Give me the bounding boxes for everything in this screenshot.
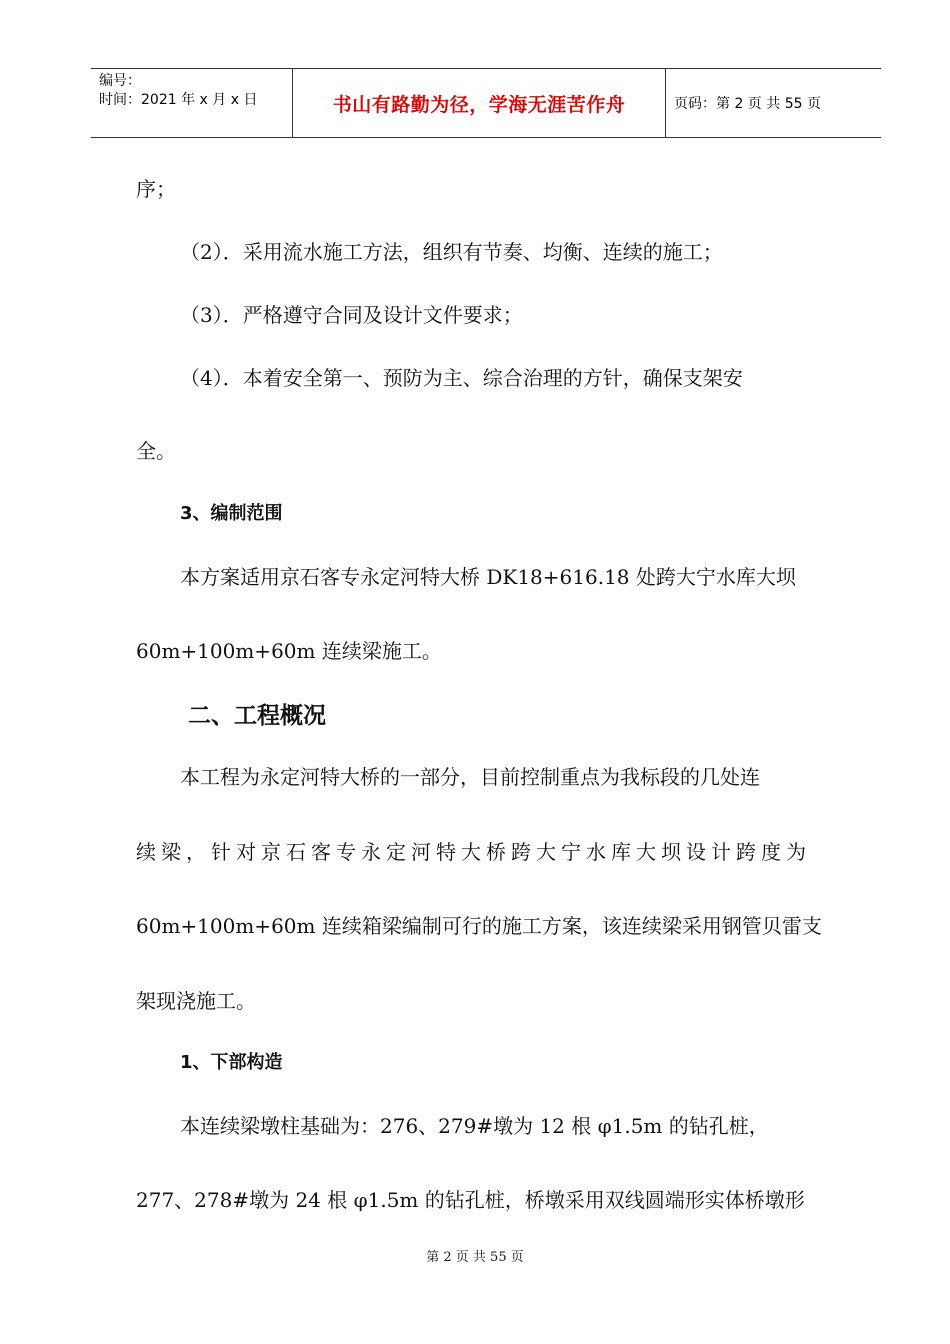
- header-meta: [99, 72, 257, 110]
- body-line: 全。: [136, 439, 176, 463]
- page-header: [91, 68, 881, 138]
- body-line: 本工程为永定河特大桥的一部分，目前控制重点为我标段的几处连: [180, 765, 760, 789]
- body-line: 本连续梁墩柱基础为：276、279#墩为 12 根 φ1.5m 的钻孔桩，: [180, 1114, 769, 1138]
- body-line: （2）．采用流水施工方法，组织有节奏、均衡、连续的施工；: [180, 240, 723, 264]
- body-line: 序；: [136, 177, 176, 201]
- header-motto: 书山有路勤为径，学海无涯苦作舟: [332, 93, 626, 116]
- page-footer: 第 2 页 共 55 页: [426, 1250, 524, 1265]
- body-line: 277、278#墩为 24 根 φ1.5m 的钻孔桩，桥墩采用双线圆端形实体桥墩形: [136, 1188, 805, 1212]
- header-page-number: 页码：第 2 页 共 55 页: [674, 96, 821, 112]
- body-line: 本方案适用京石客专永定河特大桥 DK18+616.18 处跨大宁水库大坝: [180, 565, 796, 589]
- body-line: 续梁，针对京石客专永定河特大桥跨大宁水库大坝设计跨度为: [136, 840, 811, 864]
- header-divider: [665, 69, 666, 137]
- body-line: 60m+100m+60m 连续梁施工。: [136, 639, 442, 663]
- body-line: （4）．本着安全第一、预防为主、综合治理的方针，确保支架安: [180, 366, 743, 390]
- header-time: 时间：2021 年 x 月 x 日: [99, 92, 258, 108]
- section-heading: 1、下部构造: [180, 1052, 283, 1073]
- header-number: 编号：: [99, 73, 141, 89]
- body-line: 架现浇施工。: [136, 989, 256, 1013]
- chapter-heading: 二、工程概况: [188, 703, 326, 729]
- body-line: （3）．严格遵守合同及设计文件要求；: [180, 303, 523, 327]
- section-heading: 3、编制范围: [180, 503, 283, 524]
- body-line: 60m+100m+60m 连续箱梁编制可行的施工方案，该连续梁采用钢管贝雷支: [136, 914, 822, 938]
